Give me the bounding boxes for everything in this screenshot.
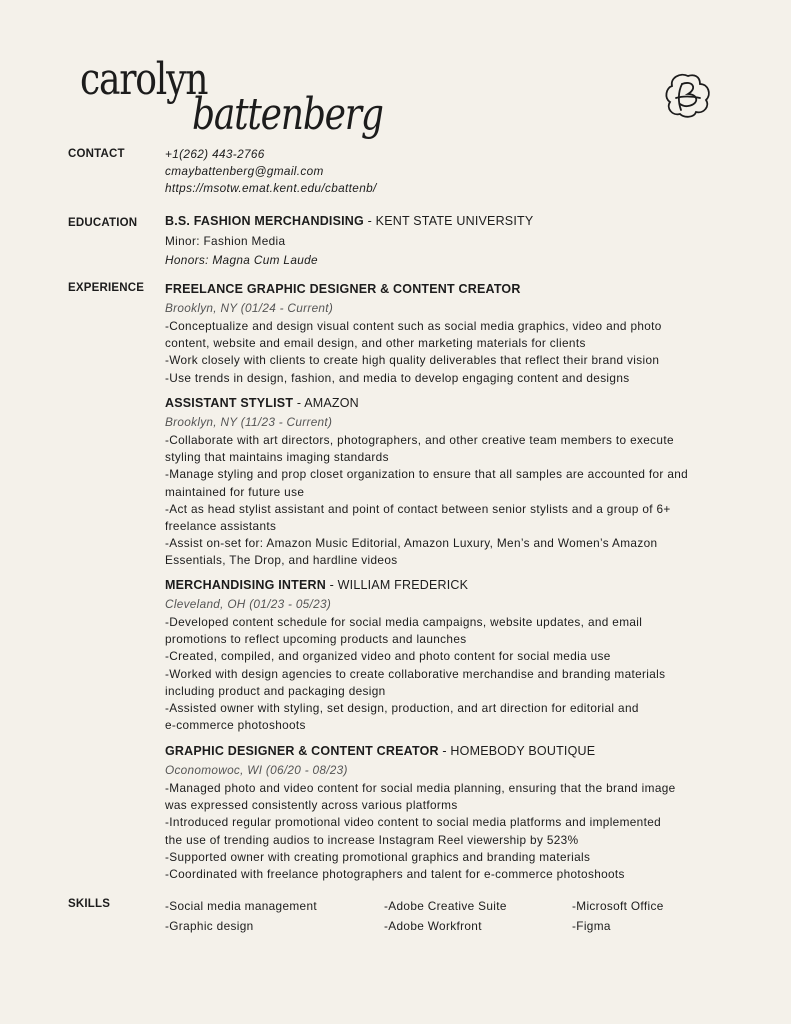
skills-row	[165, 896, 725, 916]
job-bullet: was expressed consistently across various platforms	[165, 798, 458, 813]
skill-item: -Adobe Creative Suite	[384, 899, 507, 913]
job-bullet: content, website and email design, and other marketing materials for clients	[165, 336, 586, 351]
job-bullet: -Coordinated with freelance photographers and talent for e-commerce photoshoots	[165, 867, 625, 882]
job-bullet: including product and packaging design	[165, 683, 386, 698]
job-title-line	[165, 280, 745, 298]
job-bullet: -Work closely with clients to create high quality deliverables that reflect their brand vision	[165, 353, 660, 368]
job-bullet: -Conceptualize and design visual content such as social media graphics, video and photo	[165, 319, 662, 333]
job-bullet: -Assisted owner with styling, set design, production, and art direction for editorial and	[165, 701, 639, 716]
contact-website[interactable]: https://msotw.emat.kent.edu/cbattenb/	[165, 181, 377, 195]
job-bullet: the use of trending audios to increase Instagram Reel viewership by 523%	[165, 832, 579, 847]
education-minor: Minor: Fashion Media	[165, 234, 286, 248]
job-bullets	[165, 318, 745, 387]
last-name: battenberg	[192, 89, 383, 140]
job-company: - WILLIAM FREDERICK	[325, 578, 469, 592]
job-bullets	[165, 780, 745, 883]
education-degree: B.S. FASHION MERCHANDISING	[165, 214, 364, 228]
skill-item: -Graphic design	[165, 919, 254, 933]
job-bullet: styling that maintains imaging standards	[165, 450, 389, 465]
job-title-line	[165, 576, 745, 594]
skill-item: -Figma	[572, 919, 611, 933]
job-bullet: -Supported owner with creating promotional graphics and branding materials	[165, 849, 591, 864]
education-honors: Honors: Magna Cum Laude	[165, 253, 318, 267]
job-title: GRAPHIC DESIGNER & CONTENT CREATOR	[165, 744, 439, 758]
job-bullet: promotions to reflect upcoming products and launches	[165, 632, 467, 647]
education-school: - KENT STATE UNIVERSITY	[363, 214, 534, 228]
job-bullet: -Introduced regular promotional video content to social media platforms and implemented	[165, 815, 662, 830]
job-meta: Cleveland, OH (01/23 - 05/23)	[165, 597, 332, 611]
job-bullet: e-commerce photoshoots	[165, 718, 306, 733]
job-bullet: -Collaborate with art directors, photographers, and other creative team members to execute	[165, 433, 674, 447]
job-bullet: -Use trends in design, fashion, and media to develop engaging content and designs	[165, 370, 630, 385]
job-entry	[165, 742, 745, 883]
contact-email[interactable]: cmaybattenberg@gmail.com	[165, 164, 324, 178]
contact-phone[interactable]: +1(262) 443-2766	[165, 147, 265, 161]
job-bullets	[165, 614, 745, 734]
skills-grid	[165, 896, 725, 936]
job-bullet: freelance assistants	[165, 519, 277, 534]
skill-item: -Social media management	[165, 899, 318, 913]
cb-monogram-icon	[662, 70, 712, 120]
skill-item: -Adobe Workfront	[384, 919, 482, 933]
job-entry	[165, 280, 745, 387]
job-title-line	[165, 742, 745, 760]
job-bullet: -Developed content schedule for social media campaigns, website updates, and email	[165, 615, 643, 629]
skills-row	[165, 916, 725, 936]
job-bullet: -Manage styling and prop closet organization to ensure that all samples are accounted for and	[165, 467, 689, 482]
job-bullet: -Worked with design agencies to create collaborative merchandise and branding materials	[165, 666, 666, 681]
job-meta: Oconomowoc, WI (06/20 - 08/23)	[165, 763, 348, 777]
job-title: FREELANCE GRAPHIC DESIGNER & CONTENT CREATOR	[165, 282, 521, 296]
job-entry	[165, 576, 745, 734]
education-degree-line	[165, 213, 533, 230]
education-label: EDUCATION	[68, 217, 138, 229]
job-company: - HOMEBODY BOUTIQUE	[438, 744, 596, 758]
first-name: carolyn	[80, 54, 208, 105]
job-bullet: -Created, compiled, and organized video and photo content for social media use	[165, 649, 611, 664]
contact-label: CONTACT	[68, 148, 125, 160]
job-title-line	[165, 394, 745, 412]
job-bullet: Essentials, The Drop, and hardline videos	[165, 553, 398, 568]
skill-item: -Microsoft Office	[572, 899, 664, 913]
job-bullets	[165, 432, 745, 570]
job-bullet: -Assist on-set for: Amazon Music Editorial, Amazon Luxury, Men’s and Women’s Amazon	[165, 536, 658, 551]
skills-label: SKILLS	[68, 898, 111, 910]
job-bullet: -Managed photo and video content for social media planning, ensuring that the brand image	[165, 781, 676, 795]
job-meta: Brooklyn, NY (01/24 - Current)	[165, 301, 334, 315]
experience-label: EXPERIENCE	[68, 282, 145, 294]
job-entry	[165, 394, 745, 570]
job-title: MERCHANDISING INTERN	[165, 578, 326, 592]
job-bullet: -Act as head stylist assistant and point of contact between senior stylists and a group of 6+	[165, 501, 671, 516]
job-meta: Brooklyn, NY (11/23 - Current)	[165, 415, 333, 429]
job-bullet: maintained for future use	[165, 484, 305, 499]
job-company: - AMAZON	[293, 396, 359, 410]
job-title: ASSISTANT STYLIST	[165, 396, 294, 410]
